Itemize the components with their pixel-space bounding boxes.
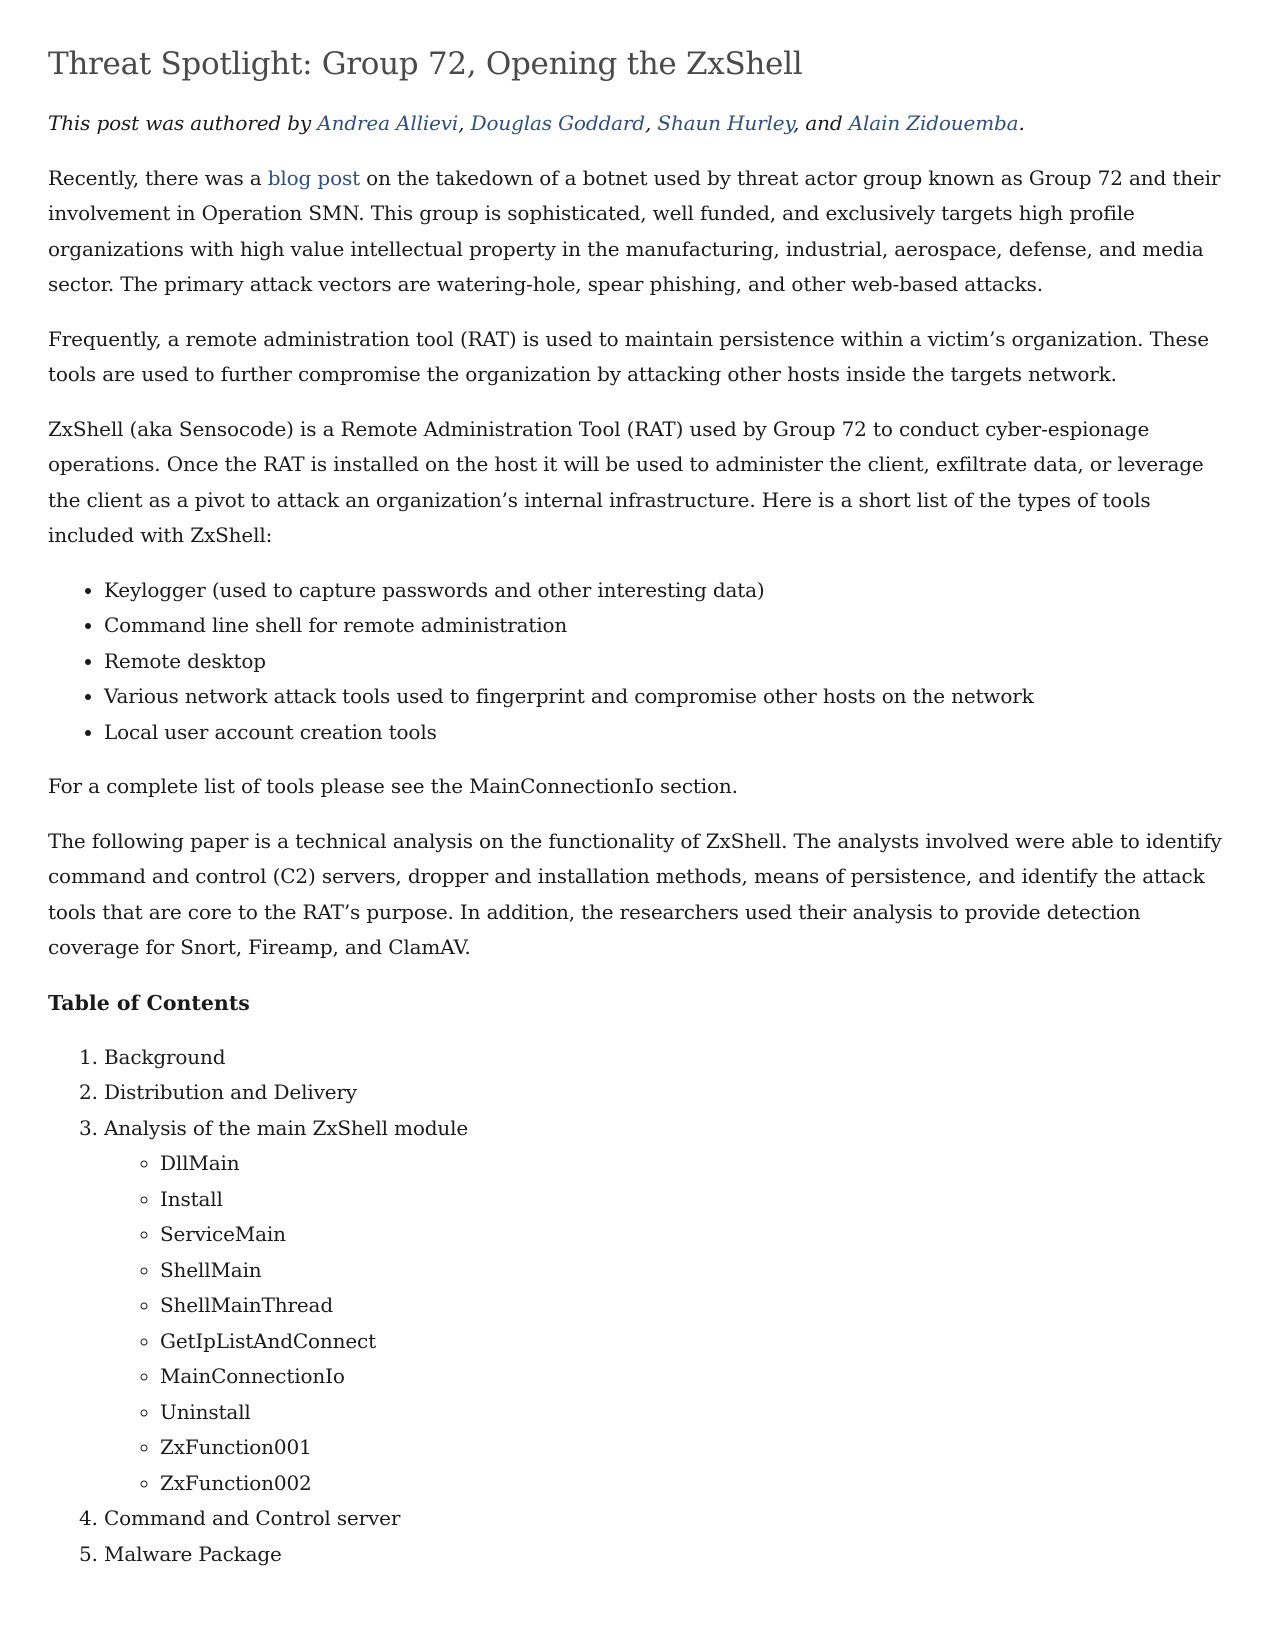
toc-item-c2-server: 4. Command and Control server [104,1501,1227,1537]
list-item: • Various network attack tools used to fingerprint and compromise other hosts on the network [104,679,1227,715]
toc-item-malware-package: 5. Malware Package [104,1537,1227,1573]
page-title: Threat Spotlight: Group 72, Opening the ZxShell [48,46,803,82]
byline-separator: , [644,111,658,135]
toc-item-distribution: 2. Distribution and Delivery [104,1075,1227,1111]
byline [48,106,1227,142]
author-link-goddard[interactable]: Douglas Goddard [470,111,645,135]
toc-heading: Table of Contents [48,990,250,1015]
list-item: • Command line shell for remote administration [104,608,1227,644]
toc-item-analysis-label: Analysis of the main ZxShell module [104,1115,469,1140]
intro-text-before: Recently, there was a [48,165,268,190]
toc-subitem-shellmainthread: ◦ ShellMainThread [160,1288,1227,1324]
author-link-allievi[interactable]: Andrea Allievi [317,111,459,135]
author-link-hurley[interactable]: Shaun Hurley [657,111,793,135]
intro-paragraph [48,161,1227,303]
zxshell-description-paragraph: ZxShell (aka Sensocode) is a Remote Administration Tool (RAT) used by Group 72 to conduct cyber-espionage operations. Once the RAT is installed on the host it will be used to administer the client, exfiltrate data, or leverage the client as a pivot to attack an organization’s internal infrastructure. Here is a short list of the types of tools included with ZxShell: [48,416,1204,547]
complete-list-paragraph: For a complete list of tools please see the MainConnectionIo section. [48,774,738,798]
byline-separator: , [458,111,471,135]
toc-subitem-zxfunction001: ◦ ZxFunction001 [160,1430,1227,1466]
toc-subitem-shellmain: ◦ ShellMain [160,1253,1227,1289]
toc-subitem-zxfunction002: ◦ ZxFunction002 [160,1466,1227,1502]
byline-prefix: This post was authored by [48,111,318,135]
toc-subitem-install: ◦ Install [160,1182,1227,1218]
toc-subitem-dllmain: ◦ DllMain [160,1146,1227,1182]
blog-post-link[interactable]: blog post [267,165,360,190]
byline-suffix: . [1018,111,1025,135]
toc-sublist [104,1146,1227,1501]
toc-subitem-mainconnectionio: ◦ MainConnectionIo [160,1359,1227,1395]
technical-analysis-paragraph: The following paper is a technical analysis on the functionality of ZxShell. The analysts involved were able to identify command and control (C2) servers, dropper and installation methods, means of persistence, and identify the attack tools that are core to the RAT’s purpose. In addition, the researchers used their analysis to provide detection coverage for Snort, Fireamp, and ClamAV. [48,828,1222,959]
toc-item-background: 1. Background [104,1040,1227,1076]
toc-subitem-servicemain: ◦ ServiceMain [160,1217,1227,1253]
intro-text-after: on the takedown of a botnet used by threat actor group known as Group 72 and their involvement in Operation SMN. This group is sophisticated, well funded, and exclusively targets high profile organizations with high value intellectual property in the manufacturing, industrial, aerospace, defense, and media sector. The primary attack vectors are watering-hole, spear phishing, and other web-based attacks. [48,165,1221,296]
table-of-contents [48,1040,1227,1573]
toc-item-analysis [104,1111,1227,1502]
list-item: • Keylogger (used to capture passwords and other interesting data) [104,573,1227,609]
rat-persistence-paragraph: Frequently, a remote administration tool (RAT) is used to maintain persistence within a victim’s organization. These tools are used to further compromise the organization by attacking other hosts inside the targets network. [48,326,1209,386]
tools-list [48,573,1227,751]
author-link-zidouemba[interactable]: Alain Zidouemba [848,111,1019,135]
list-item: • Remote desktop [104,644,1227,680]
toc-subitem-getiplistandconnect: ◦ GetIpListAndConnect [160,1324,1227,1360]
list-item: • Local user account creation tools [104,715,1227,751]
toc-subitem-uninstall: ◦ Uninstall [160,1395,1227,1431]
byline-separator: , and [792,111,849,135]
